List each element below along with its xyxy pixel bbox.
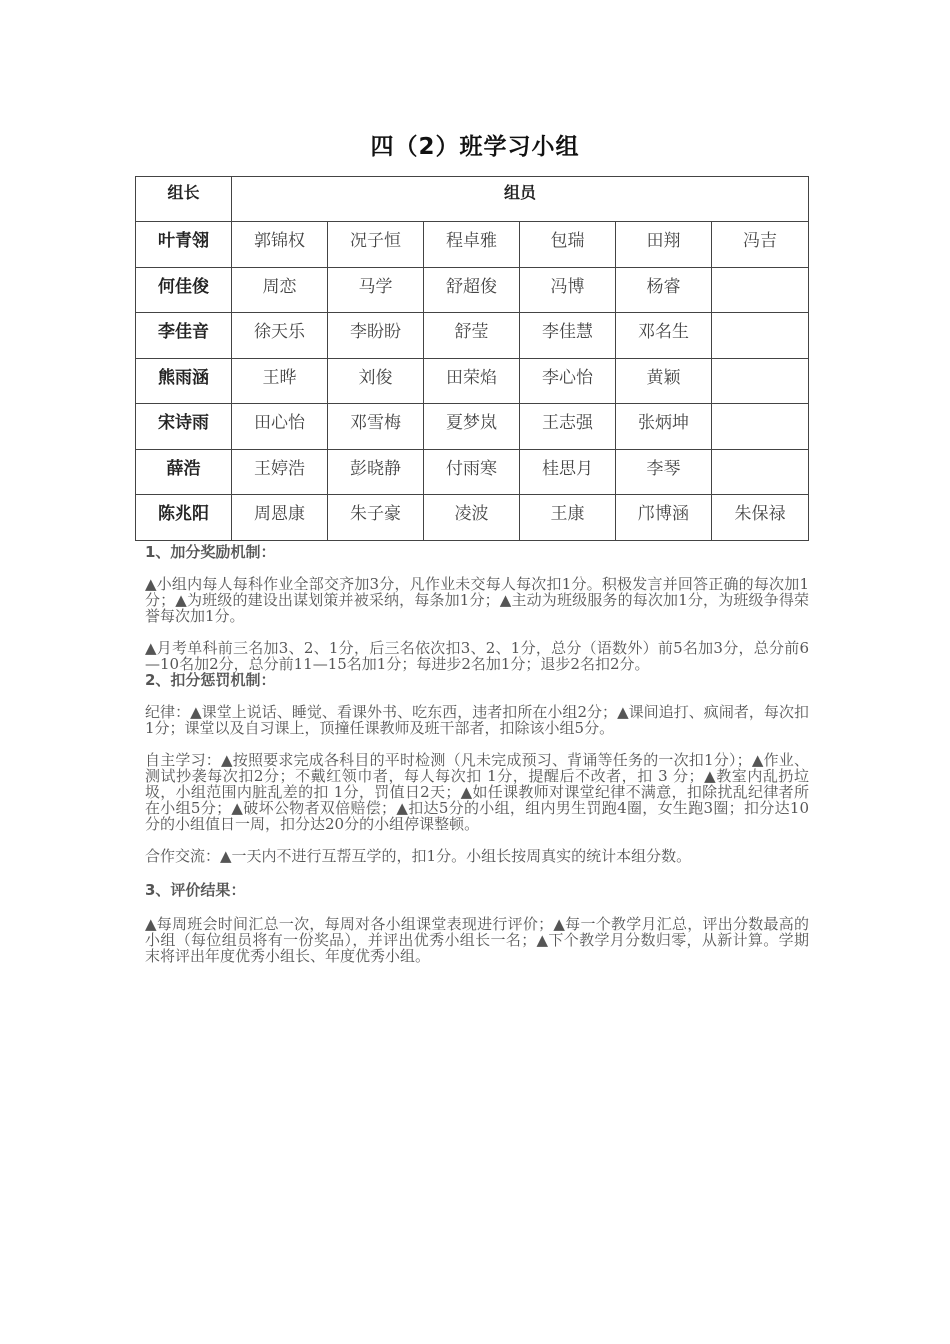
table-row [136,404,809,450]
reward-paragraph-1: ▲小组内每人每科作业全部交齐加3分，凡作业未交每人每次扣1分。积极发言并回答正确的每次加1分；▲为班级的建设出谋划策并被采纳，每条加1分；▲主动为班级服务的每次加1分，为班级争得荣誉每次加1分。 [145,575,809,625]
group-member-cell: 冯博 [520,267,616,313]
table-row [136,495,809,541]
group-leader-cell: 李佳音 [136,313,232,359]
group-member-cell: 黄颖 [616,358,712,404]
group-member-cell: 夏梦岚 [424,404,520,450]
header-leader: 组长 [136,177,232,222]
table-row [136,313,809,359]
group-member-cell: 周恋 [232,267,328,313]
result-heading: 3、评价结果： [145,881,246,899]
group-member-cell: 杨睿 [616,267,712,313]
group-member-cell: 凌波 [424,495,520,541]
group-member-cell: 王晔 [232,358,328,404]
group-member-cell: 周恩康 [232,495,328,541]
table-row [136,449,809,495]
group-member-cell: 田荣焰 [424,358,520,404]
penalty-paragraph-3: 合作交流：▲一天内不进行互帮互学的，扣1分。小组长按周真实的统计本组分数。 [145,847,692,865]
group-member-cell: 李琴 [616,449,712,495]
group-member-cell [712,358,809,404]
group-member-cell: 邓名生 [616,313,712,359]
group-member-cell: 田翔 [616,222,712,268]
penalty-heading: 2、扣分惩罚机制： [145,671,276,689]
group-member-cell: 李佳慧 [520,313,616,359]
group-member-cell [712,267,809,313]
group-member-cell: 邝博涵 [616,495,712,541]
group-member-cell [712,449,809,495]
group-member-cell: 邓雪梅 [328,404,424,450]
group-member-cell: 张炳坤 [616,404,712,450]
group-member-cell [712,404,809,450]
group-leader-cell: 熊雨涵 [136,358,232,404]
group-member-cell: 李盼盼 [328,313,424,359]
group-member-cell: 刘俊 [328,358,424,404]
group-member-cell: 李心怡 [520,358,616,404]
group-member-cell: 付雨寒 [424,449,520,495]
group-leader-cell: 何佳俊 [136,267,232,313]
group-leader-cell: 宋诗雨 [136,404,232,450]
group-member-cell: 况子恒 [328,222,424,268]
reward-paragraph-2: ▲月考单科前三名加3、2、1分，后三名依次扣3、2、1分，总分（语数外）前5名加3分，总分前6—10名加2分，总分前11—15名加1分；每进步2名加1分；退步2名扣2分。 [145,639,809,673]
group-member-cell: 朱子豪 [328,495,424,541]
page-title: 四（2）班学习小组 [370,134,580,160]
table-row [136,358,809,404]
table-row [136,222,809,268]
group-member-cell: 舒莹 [424,313,520,359]
study-group-table [135,176,809,541]
group-member-cell: 徐天乐 [232,313,328,359]
group-leader-cell: 陈兆阳 [136,495,232,541]
group-member-cell: 田心怡 [232,404,328,450]
penalty-paragraph-1: 纪律：▲课堂上说话、睡觉、看课外书、吃东西，违者扣所在小组2分；▲课间追打、疯闹者，每次扣1分；课堂以及自习课上，顶撞任课教师及班干部者，扣除该小组5分。 [145,703,809,737]
group-member-cell [712,313,809,359]
table-header-row [136,177,809,222]
group-member-cell: 马学 [328,267,424,313]
reward-heading: 1、加分奖励机制： [145,543,276,561]
group-member-cell: 包瑞 [520,222,616,268]
group-leader-cell: 薛浩 [136,449,232,495]
group-member-cell: 王康 [520,495,616,541]
group-member-cell: 朱保禄 [712,495,809,541]
header-members: 组员 [232,177,809,222]
rules-content [145,544,809,964]
result-paragraph-1: ▲每周班会时间汇总一次，每周对各小组课堂表现进行评价；▲每一个教学月汇总，评出分数最高的小组（每位组员将有一份奖品），并评出优秀小组长一名；▲下个教学月分数归零，从新计算。学期末将评出年度优秀小组长、年度优秀小组。 [145,915,809,965]
group-member-cell: 王志强 [520,404,616,450]
group-member-cell: 郭锦权 [232,222,328,268]
group-member-cell: 彭晓静 [328,449,424,495]
penalty-paragraph-2: 自主学习：▲按照要求完成各科目的平时检测（凡未完成预习、背诵等任务的一次扣1分）；▲作业、测试抄袭每次扣2分；不戴红领巾者，每人每次扣 1分，提醒后不改者，扣 3 分；▲教室内乱扔垃圾，小组范围内脏乱差的扣 1分，罚值日2天；▲如任课教师对课堂纪律不满意，扣除扰乱纪律者所在小组5分；▲破坏公物者双倍赔偿；▲扣达5分的小组，组内男生罚跑4圈，女生跑3圈；扣分达10分的小组值日一周，扣分达20分的小组停课整顿。 [145,751,809,833]
group-member-cell: 王婷浩 [232,449,328,495]
group-leader-cell: 叶青翎 [136,222,232,268]
group-member-cell: 冯吉 [712,222,809,268]
group-member-cell: 桂思月 [520,449,616,495]
table-row [136,267,809,313]
group-member-cell: 舒超俊 [424,267,520,313]
group-member-cell: 程卓雅 [424,222,520,268]
